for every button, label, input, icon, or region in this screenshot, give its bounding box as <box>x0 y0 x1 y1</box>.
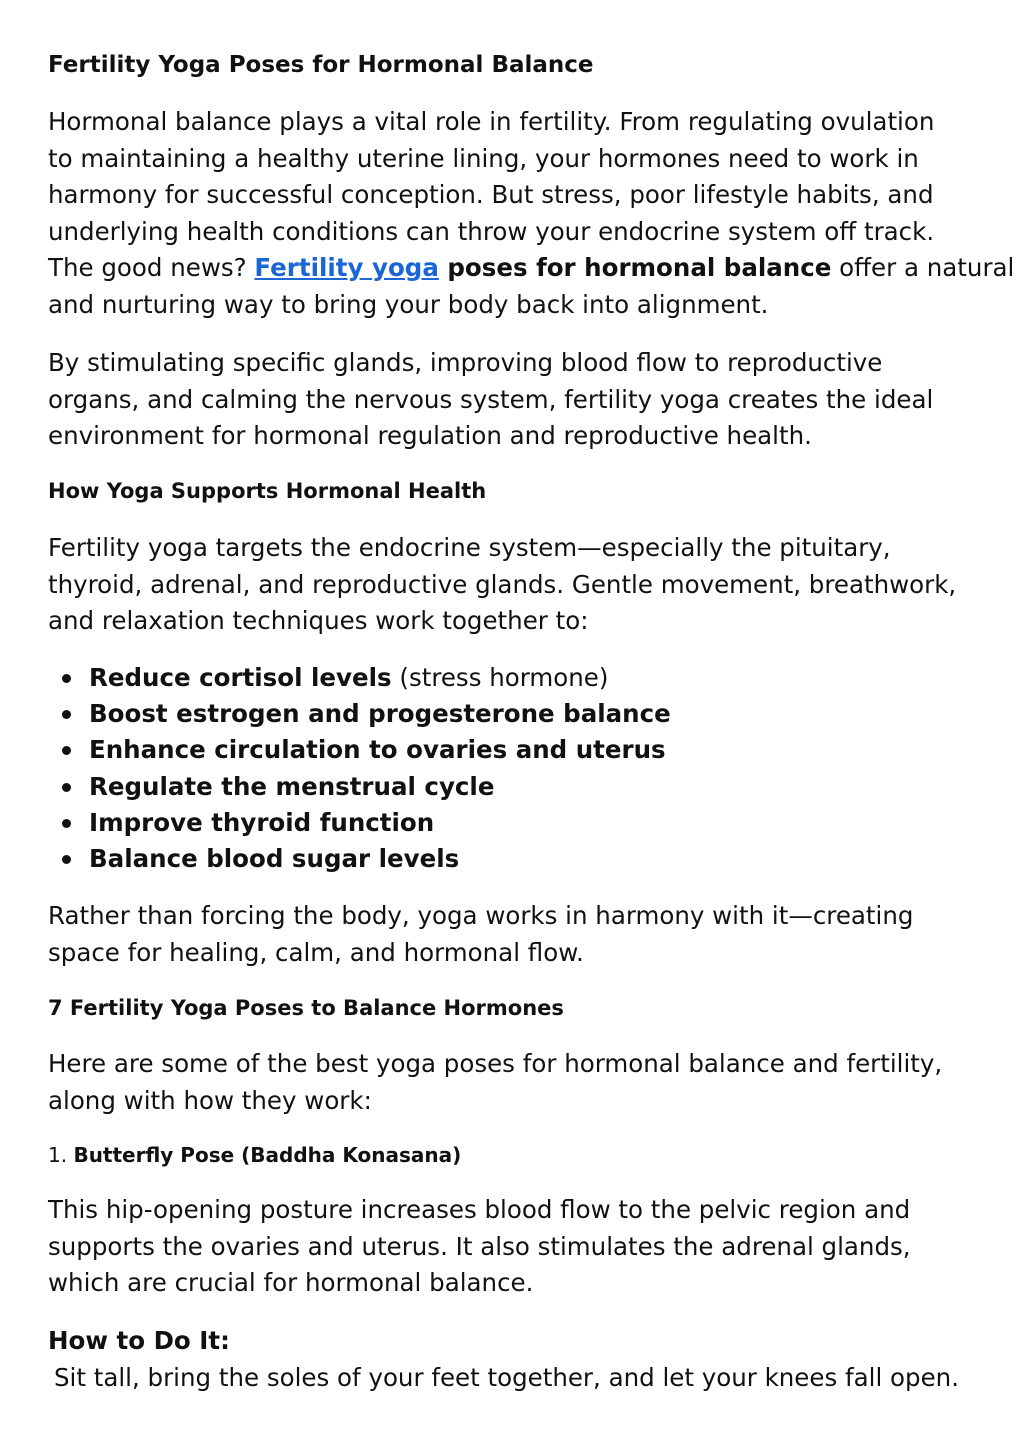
intro-text: The good news? <box>48 253 255 282</box>
list-item <box>48 805 671 841</box>
bullet-icon <box>62 819 71 828</box>
list-item <box>48 660 671 696</box>
paragraph-line: Here are some of the best yoga poses for hormonal balance and fertility, <box>48 1049 943 1078</box>
paragraph-line: environment for hormonal regulation and reproductive health. <box>48 421 812 450</box>
benefit-text: (stress hormone) <box>391 663 609 692</box>
paragraph-line: This hip-opening posture increases blood flow to the pelvic region and <box>48 1195 911 1224</box>
pose-heading <box>48 1140 461 1170</box>
benefit-bold: Regulate the menstrual cycle <box>89 771 495 801</box>
document-title: Fertility Yoga Poses for Hormonal Balance <box>48 52 594 78</box>
list-item <box>48 841 671 877</box>
bullet-icon <box>62 746 71 755</box>
paragraph-line: Rather than forcing the body, yoga works in harmony with it—creating <box>48 901 914 930</box>
paragraph-line: By stimulating specific glands, improving blood flow to reproductive <box>48 348 883 377</box>
list-item <box>48 696 671 732</box>
paragraph-poses-intro <box>48 1046 988 1119</box>
how-to-label: How to Do It: <box>48 1326 230 1355</box>
paragraph-line: organs, and calming the nervous system, fertility yoga creates the ideal <box>48 384 934 414</box>
intro-line: and nurturing way to bring your body back into alignment. <box>48 289 769 319</box>
paragraph-line: space for healing, calm, and hormonal flow. <box>48 937 584 967</box>
fertility-yoga-link[interactable]: Fertility yoga <box>254 253 439 282</box>
bullet-icon <box>62 783 71 792</box>
list-item <box>48 732 671 768</box>
paragraph-line: along with how they work: <box>48 1085 372 1115</box>
pose-description <box>48 1192 988 1302</box>
bullet-icon <box>62 710 71 719</box>
benefit-bold: Reduce cortisol levels <box>89 663 392 692</box>
paragraph-line: thyroid, adrenal, and reproductive glands. Gentle movement, breathwork, <box>48 569 957 599</box>
bullet-icon <box>62 855 71 864</box>
paragraph-endocrine <box>48 530 988 640</box>
benefit-bold: Enhance circulation to ovaries and uterus <box>89 735 666 765</box>
benefit-bold: Balance blood sugar levels <box>89 844 460 874</box>
benefits-list <box>48 660 671 877</box>
intro-line: underlying health conditions can throw your endocrine system off track. <box>48 216 935 246</box>
paragraph-line: and relaxation techniques work together to: <box>48 606 589 635</box>
pose-name: Butterfly Pose (Baddha Konasana) <box>73 1143 462 1167</box>
benefit-bold: Improve thyroid function <box>89 807 435 837</box>
intro-line: Hormonal balance plays a vital role in fertility. From regulating ovulation <box>48 107 935 136</box>
pose-number: 1. <box>48 1143 74 1167</box>
benefit-bold: Boost estrogen and progesterone balance <box>89 699 671 729</box>
intro-line: harmony for successful conception. But stress, poor lifestyle habits, and <box>48 180 934 209</box>
intro-line <box>48 250 1015 287</box>
paragraph-harmony <box>48 898 988 971</box>
list-item <box>48 769 671 805</box>
intro-bold-text: poses for hormonal balance <box>438 253 832 282</box>
paragraph-glands <box>48 345 988 455</box>
paragraph-line: Fertility yoga targets the endocrine system—especially the pituitary, <box>48 533 891 562</box>
paragraph-line: which are crucial for hormonal balance. <box>48 1268 534 1297</box>
intro-text: offer a natural <box>831 253 1015 282</box>
paragraph-line: supports the ovaries and uterus. It also stimulates the adrenal glands, <box>48 1231 911 1261</box>
intro-line: to maintaining a healthy uterine lining, your hormones need to work in <box>48 143 919 173</box>
section-heading: 7 Fertility Yoga Poses to Balance Hormones <box>48 996 564 1020</box>
section-heading: How Yoga Supports Hormonal Health <box>48 479 487 503</box>
intro-paragraph <box>48 104 1015 323</box>
bullet-icon <box>62 674 71 683</box>
how-to-text: Sit tall, bring the soles of your feet together, and let your knees fall open. <box>54 1363 959 1392</box>
